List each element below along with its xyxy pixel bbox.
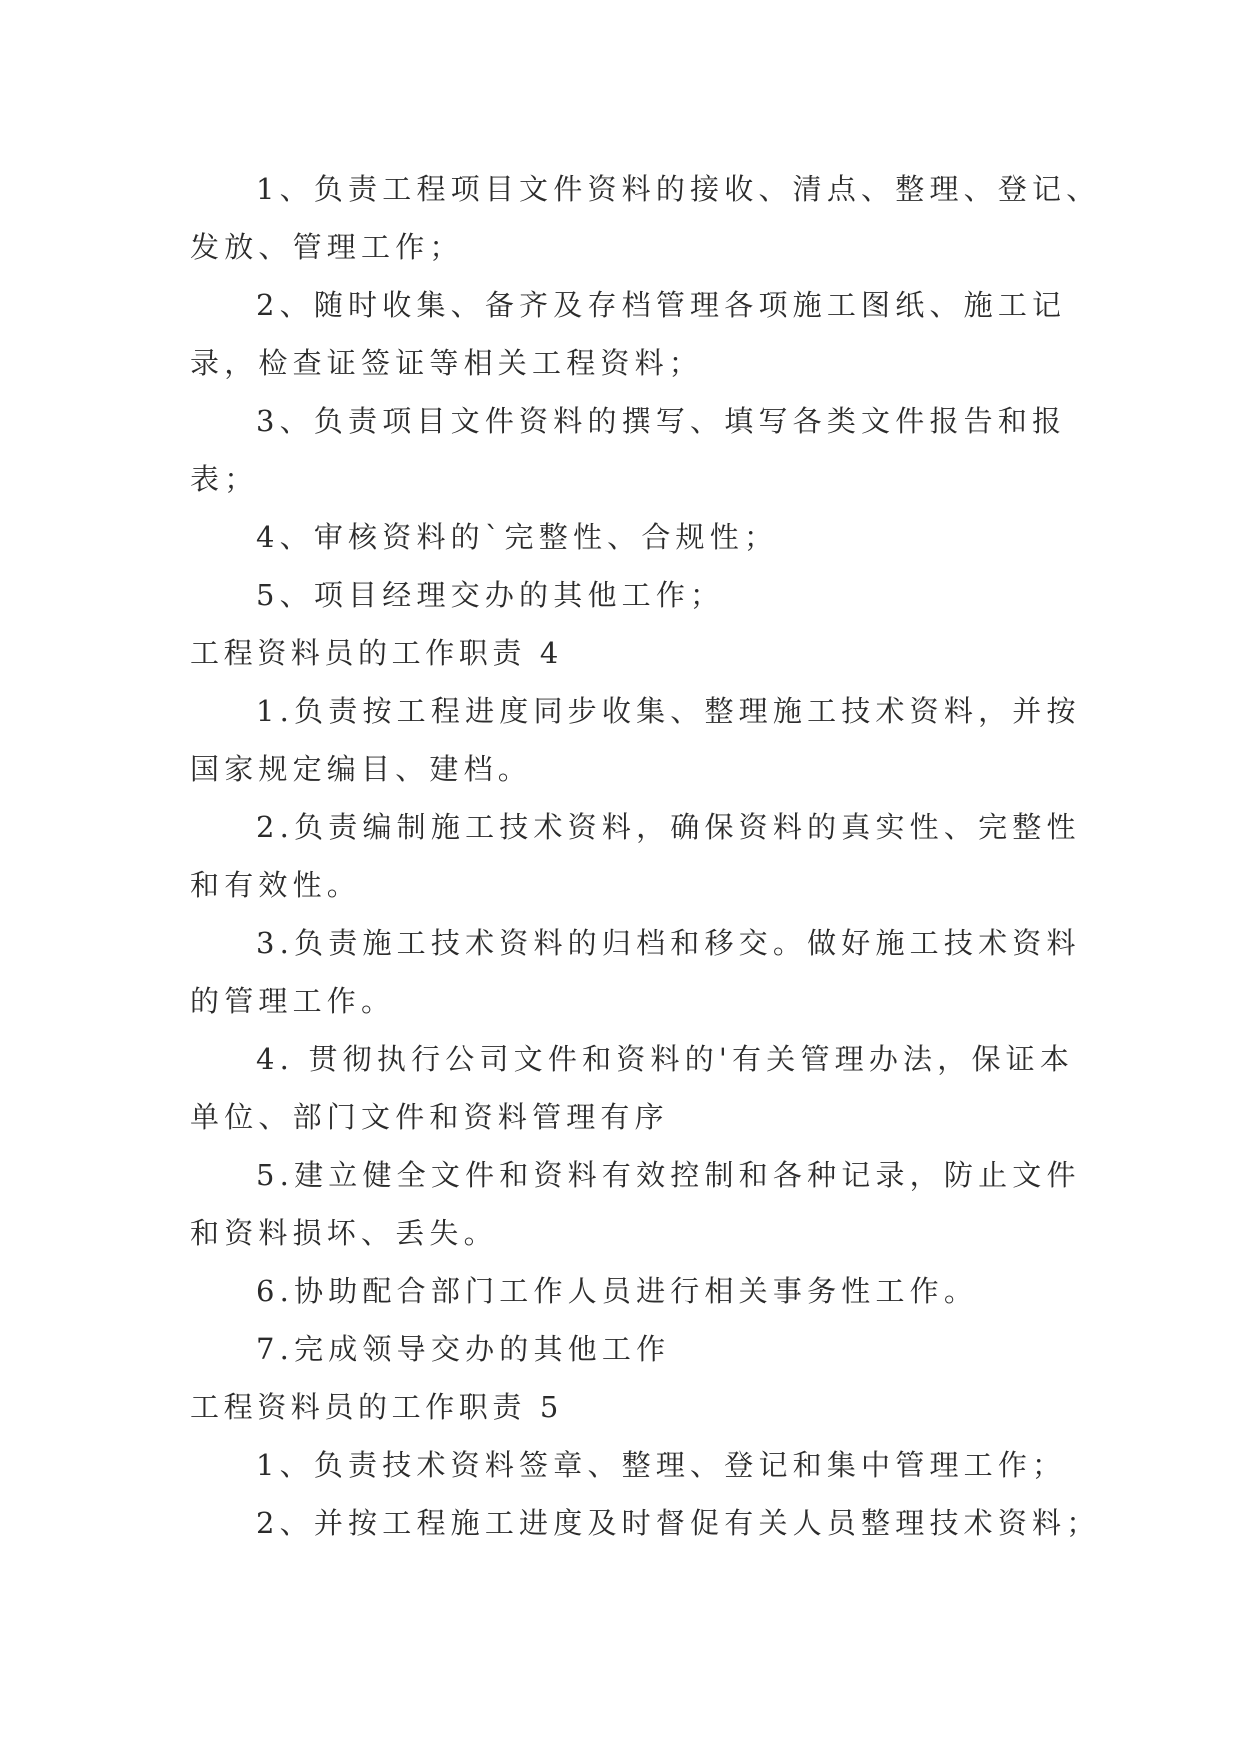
section-heading: 工程资料员的工作职责 5	[190, 1390, 563, 1424]
section-heading: 工程资料员的工作职责 4	[190, 636, 563, 670]
paragraph-line: 1.负责按工程进度同步收集、整理施工技术资料，并按	[256, 694, 1081, 728]
paragraph-line: 7.完成领导交办的其他工作	[256, 1332, 671, 1366]
paragraph-line: 录，检查证签证等相关工程资料；	[190, 346, 704, 380]
paragraph-line: 1、负责技术资料签章、整理、登记和集中管理工作；	[256, 1448, 1067, 1482]
paragraph-line: 5.建立健全文件和资料有效控制和各种记录，防止文件	[256, 1158, 1081, 1192]
paragraph-line: 4. 贯彻执行公司文件和资料的'有关管理办法，保证本	[256, 1042, 1075, 1076]
paragraph-line: 2、随时收集、备齐及存档管理各项施工图纸、施工记	[256, 288, 1067, 322]
document-body	[190, 160, 1101, 1552]
paragraph-line: 单位、部门文件和资料管理有序	[190, 1100, 669, 1134]
paragraph-line: 2.负责编制施工技术资料，确保资料的真实性、完整性	[256, 810, 1081, 844]
paragraph-line: 国家规定编目、建档。	[190, 752, 533, 786]
paragraph-line: 3.负责施工技术资料的归档和移交。做好施工技术资料	[256, 926, 1081, 960]
paragraph-line: 3、负责项目文件资料的撰写、填写各类文件报告和报	[256, 404, 1067, 438]
paragraph-line: 2、并按工程施工进度及时督促有关人员整理技术资料；	[256, 1506, 1101, 1540]
paragraph-line: 和有效性。	[190, 868, 362, 902]
paragraph-line: 的管理工作。	[190, 984, 396, 1018]
paragraph-line: 1、负责工程项目文件资料的接收、清点、整理、登记、	[256, 172, 1101, 206]
paragraph-line: 5、项目经理交办的其他工作；	[256, 578, 725, 612]
paragraph-line: 表；	[190, 462, 259, 496]
paragraph-line: 和资料损坏、丢失。	[190, 1216, 498, 1250]
paragraph-line: 4、审核资料的`完整性、合规性；	[256, 520, 779, 554]
paragraph-line: 发放、管理工作；	[190, 230, 464, 264]
paragraph-line: 6.协助配合部门工作人员进行相关事务性工作。	[256, 1274, 979, 1308]
